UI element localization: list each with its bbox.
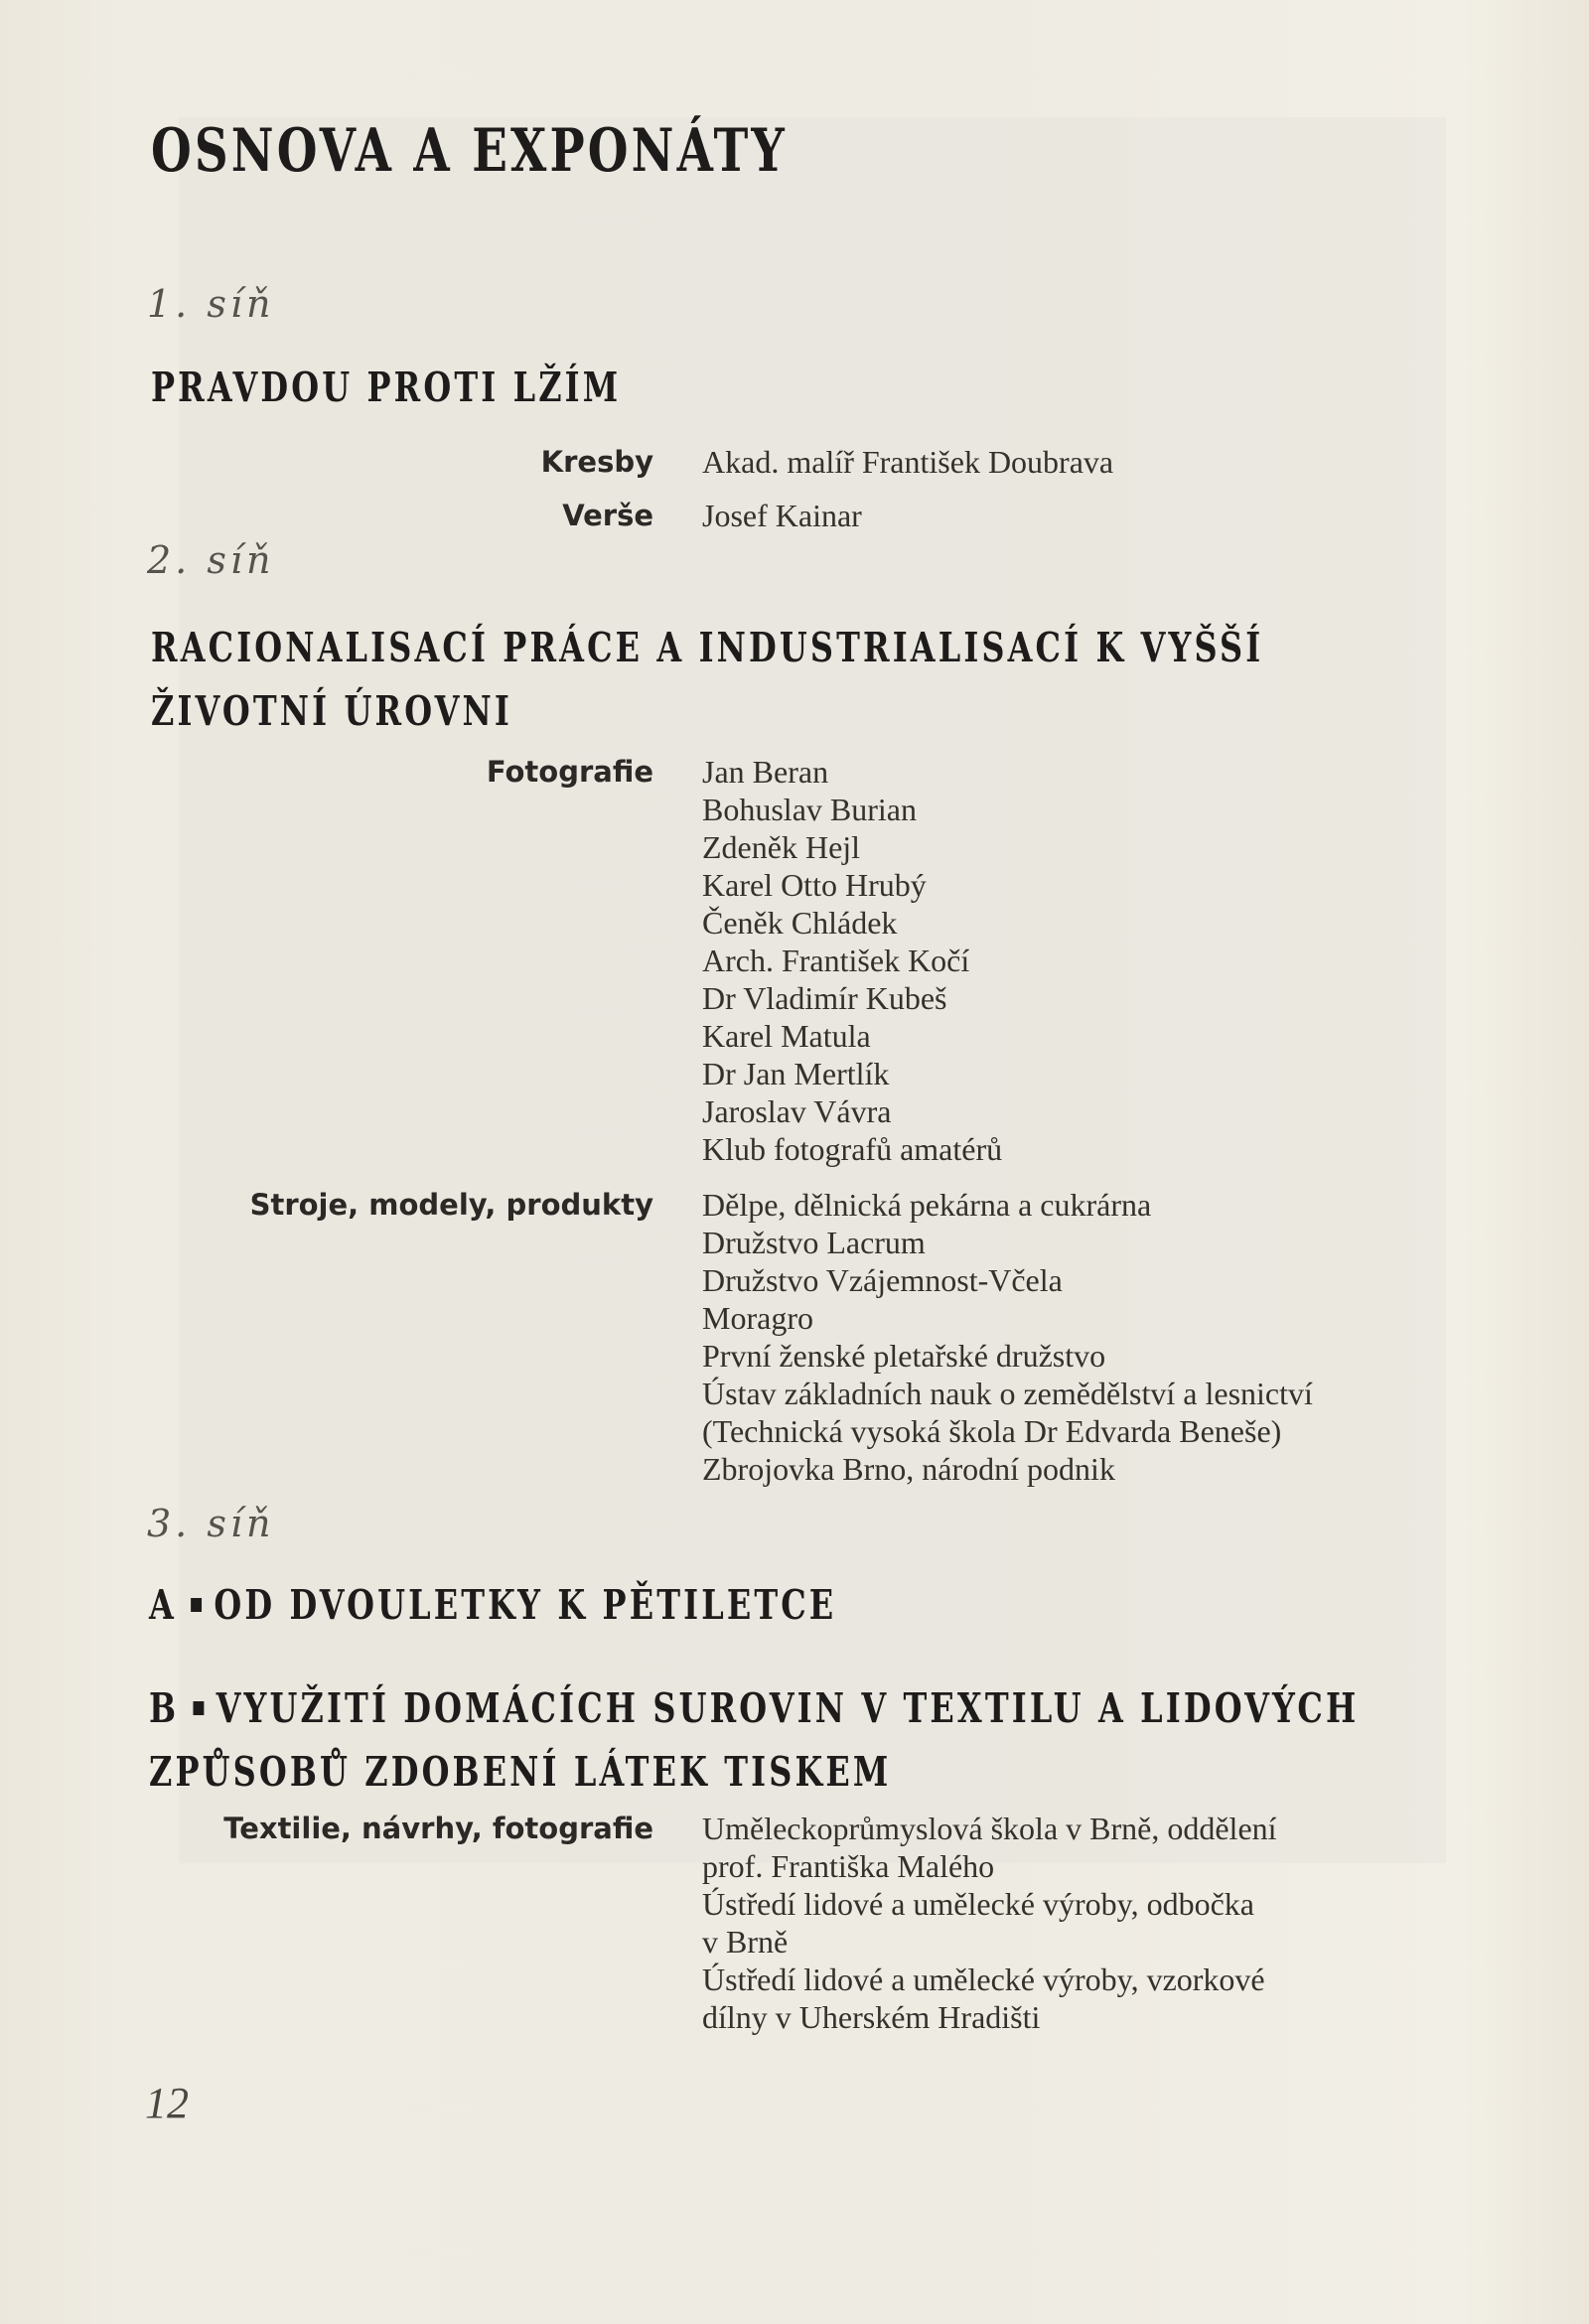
room-2-label: 2. síň (147, 538, 275, 582)
list-item: Dr Jan Mertlík (702, 1056, 890, 1091)
list-item: První ženské pletařské družstvo (702, 1338, 1106, 1374)
room-3-textile-label: Textilie, návrhy, fotografie (223, 1812, 653, 1845)
list-item: prof. Františka Malého (702, 1848, 995, 1884)
room-2-photo-list (702, 753, 1002, 1168)
list-item: Družstvo Vzájemnost-Včela (702, 1262, 1063, 1298)
room-3-heading-b (149, 1676, 1359, 1804)
list-item: Ústředí lidové a umělecké výroby, odbočka (702, 1886, 1254, 1922)
list-item: Družstvo Lacrum (702, 1225, 926, 1260)
room-2-heading (151, 616, 1263, 743)
list-item: dílny v Uherském Hradišti (702, 1999, 1041, 2035)
room-3-heading-a (149, 1581, 837, 1629)
list-item: Akad. malíř František Doubrava (702, 444, 1114, 480)
square-bullet-icon (191, 1598, 202, 1612)
page-title: OSNOVA A EXPONÁTY (151, 116, 788, 186)
room-3-heading-b-line-1 (149, 1676, 1359, 1740)
list-item: Karel Matula (702, 1018, 871, 1054)
list-item: Arch. František Kočí (702, 943, 970, 978)
page-number: 12 (145, 2079, 189, 2127)
list-item: Dělpe, dělnická pekárna a cukrárna (702, 1187, 1152, 1223)
list-item: Čeněk Chládek (702, 905, 898, 941)
list-item: Moragro (702, 1300, 813, 1336)
heading-a-text: OD DVOULETKY K PĚTILETCE (214, 1581, 837, 1629)
room-1-verses-list (702, 497, 862, 534)
room-1-heading: PRAVDOU PROTI LŽÍM (151, 363, 622, 411)
heading-a-letter: A (149, 1581, 177, 1629)
heading-b-text: VYUŽITÍ DOMÁCÍCH SUROVIN V TEXTILU A LIDOVÝCH (216, 1684, 1360, 1732)
list-item: Dr Vladimír Kubeš (702, 980, 947, 1016)
list-item: Klub fotografů amatérů (702, 1131, 1003, 1167)
room-2-photo-label: Fotografie (486, 755, 653, 789)
list-item: Uměleckoprůmyslová škola v Brně, oddělení (702, 1811, 1277, 1846)
list-item: Zbrojovka Brno, národní podnik (702, 1451, 1115, 1487)
list-item: Ústav základních nauk o zemědělství a lesnictví (702, 1376, 1313, 1411)
room-1-drawings-label: Kresby (540, 445, 653, 479)
list-item: Jaroslav Vávra (702, 1093, 892, 1129)
list-item: Jan Beran (702, 754, 829, 790)
list-item: v Brně (702, 1924, 789, 1960)
list-item: Karel Otto Hrubý (702, 867, 927, 903)
room-2-heading-line-2: ŽIVOTNÍ ÚROVNI (151, 687, 512, 735)
room-2-heading-line-1: RACIONALISACÍ PRÁCE A INDUSTRIALISACÍ K VYŠŠÍ (151, 624, 1264, 671)
room-2-machines-list (702, 1186, 1313, 1488)
room-3-heading-b-line-2: ZPŮSOBŮ ZDOBENÍ LÁTEK TISKEM (149, 1748, 892, 1796)
room-3-label: 3. síň (147, 1502, 275, 1545)
room-1-drawings-list (702, 443, 1113, 481)
list-item: Josef Kainar (702, 498, 862, 533)
room-2-machines-label: Stroje, modely, produkty (249, 1188, 653, 1222)
list-item: Zdeněk Hejl (702, 829, 861, 865)
room-1-verses-label: Verše (562, 499, 653, 532)
heading-b-letter: B (149, 1684, 180, 1732)
room-3-textile-list (702, 1810, 1277, 2036)
list-item: Bohuslav Burian (702, 792, 917, 827)
square-bullet-icon (193, 1701, 204, 1715)
list-item: (Technická vysoká škola Dr Edvarda Beneše) (702, 1413, 1282, 1449)
list-item: Ústředí lidové a umělecké výroby, vzorkové (702, 1961, 1265, 1997)
room-1-label: 1. síň (147, 282, 275, 326)
